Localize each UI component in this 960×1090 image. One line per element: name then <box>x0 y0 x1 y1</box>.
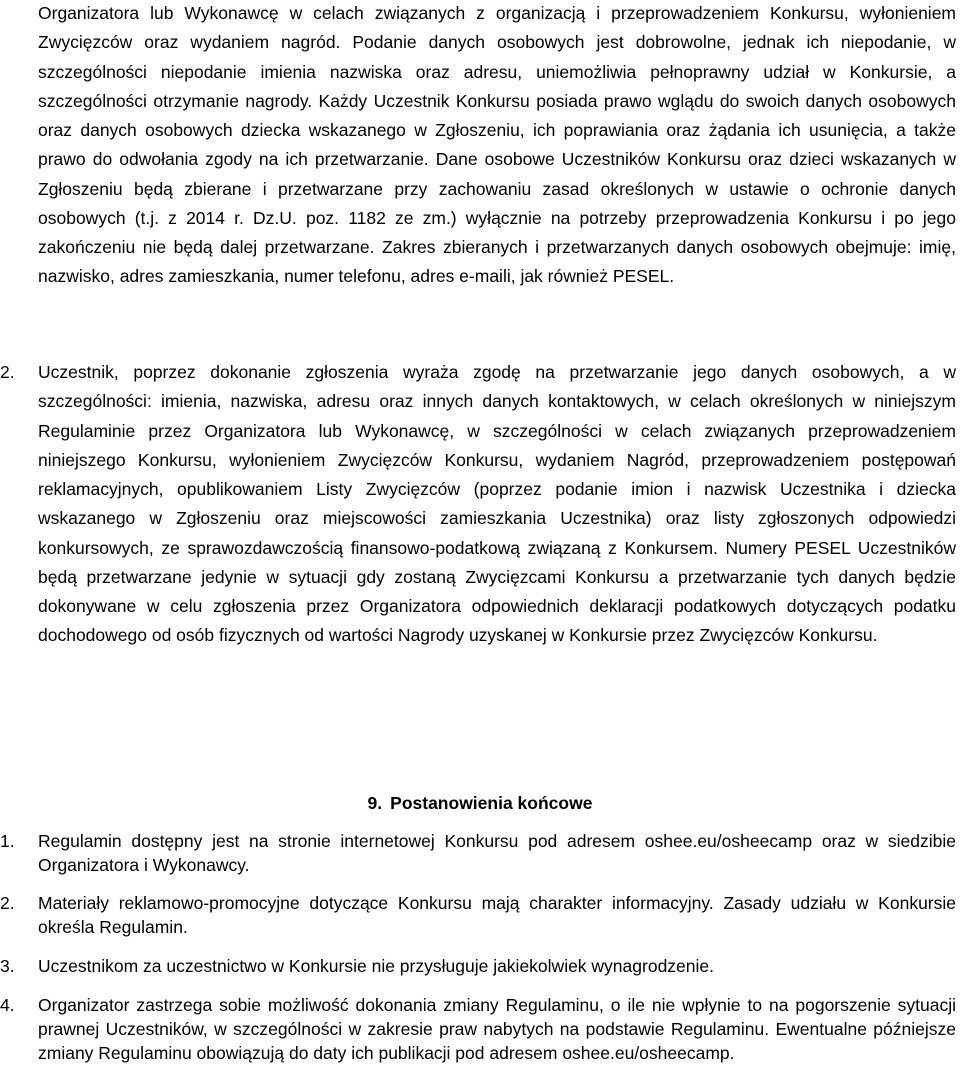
list-item-number: 4. <box>0 995 15 1015</box>
paragraph-continued <box>38 0 956 292</box>
section-title: Postanowienia końcowe <box>390 793 593 813</box>
section-number: 9. <box>367 793 383 813</box>
list-item-number: 3. <box>0 956 15 976</box>
section-heading <box>0 791 960 815</box>
list-item <box>0 993 956 1065</box>
list-item <box>0 954 956 978</box>
list-item-text: Organizator zastrzega sobie możliwość dokonania zmiany Regulaminu, o ile nie wpłynie to na pogorszenie sytuacji prawnej Uczestników, w szczególności w zakresie praw nabytych na podstawie Regulaminu. Ewentualne późniejsze zmiany Regulaminu obowiązują do daty ich publikacji pod adresem oshee.eu/osheecamp. <box>38 995 956 1063</box>
list-item-text: Regulamin dostępny jest na stronie internetowej Konkursu pod adresem oshee.eu/osheecamp oraz w siedzibie Organizatora i Wykonawcy. <box>38 831 956 875</box>
list-item <box>0 891 956 939</box>
paragraph-number: 2. <box>0 362 15 382</box>
paragraph-2 <box>0 358 956 651</box>
list-item <box>0 829 956 877</box>
list-item-text: Uczestnikom za uczestnictwo w Konkursie nie przysługuje jakiekolwiek wynagrodzenie. <box>38 956 714 976</box>
paragraph-text: Uczestnik, poprzez dokonanie zgłoszenia wyraża zgodę na przetwarzanie jego danych osobowych, a w szczególności: imienia, nazwiska, adresu oraz innych danych kontaktowych, w celach określonych w niniejszym Regulaminie przez Organizatora lub Wykonawcę, w szczególności w celach związanych przeprowadzeniem niniejszego Konkursu, wyłonieniem Zwycięzców Konkursu, wydaniem Nagród, przeprowadzeniem postępowań reklamacyjnych, opublikowaniem Listy Zwycięzców (poprzez podanie imion i nazwisk Uczestnika i dziecka wskazanego w Zgłoszeniu oraz miejscowości zamieszkania Uczestnika) oraz listy zgłoszonych odpowiedzi konkursowych, ze sprawozdawczością finansowo-podatkową związaną z Konkursem. Numery PESEL Uczestników będą przetwarzane jedynie w sytuacji gdy zostaną Zwycięzcami Konkursu a przetwarzanie tych danych będzie dokonywane w celu zgłoszenia przez Organizatora odpowiednich deklaracji podatkowych dotyczących podatku dochodowego od osób fizycznych od wartości Nagrody uzyskanej w Konkursie przez Zwycięzców Konkursu. <box>38 362 956 646</box>
list-item-number: 1. <box>0 831 15 851</box>
list-item-text: Materiały reklamowo-promocyjne dotyczące Konkursu mają charakter informacyjny. Zasady udziału w Konkursie określa Regulamin. <box>38 893 956 937</box>
list-item-number: 2. <box>0 893 15 913</box>
paragraph-text: Organizatora lub Wykonawcę w celach związanych z organizacją i przeprowadzeniem Konkursu, wyłonieniem Zwycięzców oraz wydaniem nagród. Podanie danych osobowych jest dobrowolne, jednak ich niepodanie, w szczególności niepodanie imienia nazwiska oraz adresu, uniemożliwia pełnoprawny udział w Konkursie, a szczególności otrzymanie nagrody. Każdy Uczestnik Konkursu posiada prawo wglądu do swoich danych osobowych oraz danych osobowych dziecka wskazanego w Zgłoszeniu, ich poprawiania oraz żądania ich usunięcia, a także prawo do odwołania zgody na ich przetwarzanie. Dane osobowe Uczestników Konkursu oraz dzieci wskazanych w Zgłoszeniu będą zbierane i przetwarzane przy zachowaniu zasad określonych w ustawie o ochronie danych osobowych (t.j. z 2014 r. Dz.U. poz. 1182 ze zm.) wyłącznie na potrzeby przeprowadzenia Konkursu i po jego zakończeniu nie będą dalej przetwarzane. Zakres zbieranych i przetwarzanych danych osobowych obejmuje: imię, nazwisko, adres zamieszkania, numer telefonu, adres e-maili, jak również PESEL. <box>38 3 956 287</box>
